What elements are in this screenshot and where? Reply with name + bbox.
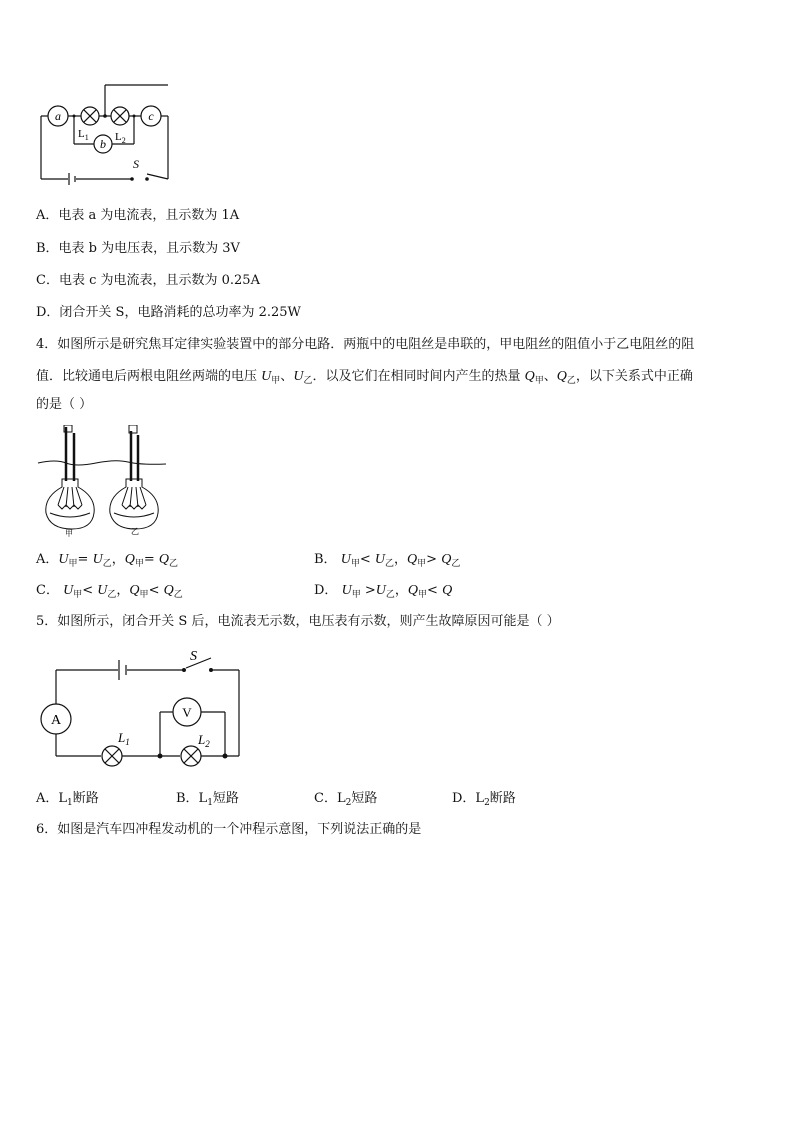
q5-option-c: C．$L_2$短路 [314, 791, 378, 808]
q4-option-c: C． $U_甲< U_乙$，$Q_甲< Q_乙$ [36, 583, 183, 600]
q6-question: 6．如图是汽车四冲程发动机的一个冲程示意图，下列说法正确的是 [36, 822, 422, 837]
circuit-diagram-q3 [36, 80, 176, 190]
q3-option-c: C．电表 c 为电流表，且示数为 0.25A [36, 273, 260, 288]
circuit-diagram-q5 [36, 640, 246, 775]
flask-jia-label: 甲 [65, 529, 73, 537]
lamp-l2-label: $L_2$ [115, 131, 126, 145]
q4-option-d: D． $U_甲 >U_乙$，$Q_甲< Q$ [314, 583, 453, 600]
q5-option-d: D．$L_2$断路 [452, 791, 516, 808]
q5-option-b: B．$L_1$短路 [176, 791, 239, 808]
meter-b-label: b [100, 137, 106, 151]
lamp-l2-label: $L_2$ [198, 732, 210, 749]
q4-option-a: A．$U_甲= U_乙$，$Q_甲= Q_乙$ [36, 552, 179, 569]
joule-flasks-figure [36, 425, 168, 537]
flask-yi-label: 乙 [131, 527, 139, 536]
q4-question-line-1: 4．如图所示是研究焦耳定律实验装置中的部分电路．两瓶中的电阻丝是串联的，甲电阻丝的阻值小于乙电阻丝的阻 [36, 337, 695, 352]
q5-question: 5．如图所示，闭合开关 S 后，电流表无示数，电压表有示数，则产生故障原因可能是（ ） [36, 614, 560, 629]
q4-question-line-3: 的是（ ） [36, 397, 93, 412]
q3-option-a: A．电表 a 为电流表，且示数为 1A [36, 208, 240, 223]
ammeter-label: A [50, 713, 62, 728]
q5-option-a: A．$L_1$断路 [36, 791, 99, 808]
lamp-l1-label: $L_1$ [78, 128, 89, 142]
meter-c-label: c [148, 109, 154, 123]
q4-question-line-2: 值．比较通电后两根电阻丝两端的电压 $U_甲$、$U_乙$．以及它们在相同时间内产生的热量 $Q_甲$、$Q_乙$，以下关系式中正确 [36, 369, 693, 386]
switch-s-label: S [190, 649, 197, 664]
lamp-l1-label: $L_1$ [118, 730, 130, 747]
q3-option-d: D．闭合开关 S，电路消耗的总功率为 2.25W [36, 305, 301, 320]
q4-option-b: B． $U_甲< U_乙$，$Q_甲> Q_乙$ [314, 552, 461, 569]
voltmeter-label: V [182, 705, 192, 720]
meter-a-label: a [55, 109, 61, 123]
switch-s-label: S [133, 157, 139, 171]
q3-option-b: B．电表 b 为电压表，且示数为 3V [36, 241, 240, 256]
